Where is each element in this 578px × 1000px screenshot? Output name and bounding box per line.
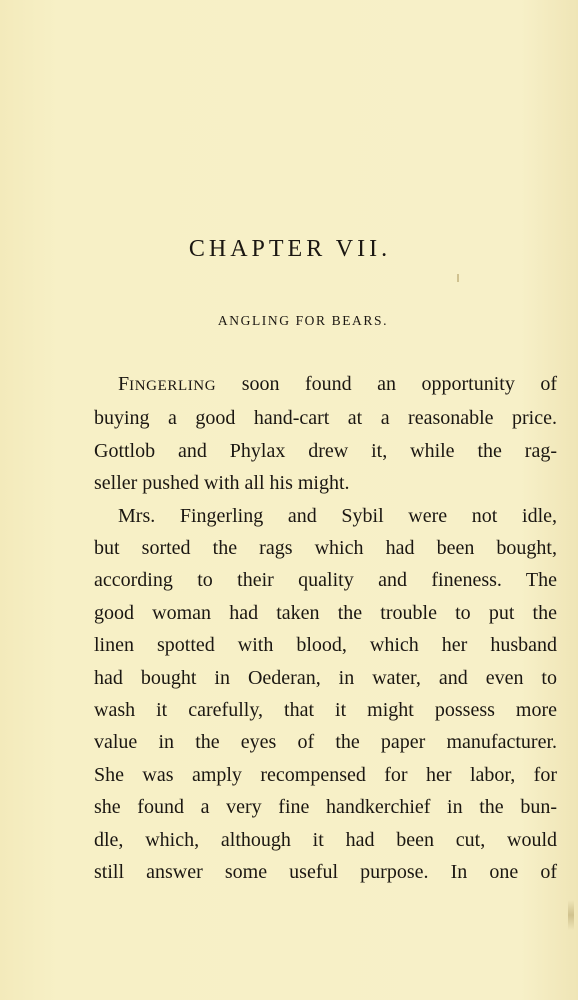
text-line xyxy=(94,368,557,402)
text-line: Mrs. Fingerling and Sybil were not idle, xyxy=(118,504,557,527)
text-line: still answer some useful purpose. In one of xyxy=(94,861,557,884)
small-caps-word: INGERLING xyxy=(129,378,217,394)
print-speck xyxy=(457,274,459,282)
chapter-title: CHAPTER VII. xyxy=(188,236,392,262)
text-line: value in the eyes of the paper manufacturer. xyxy=(94,731,557,754)
page-edge-mark xyxy=(568,900,574,930)
text-line: linen spotted with blood, which her husband xyxy=(94,634,557,657)
text-line: dle, which, although it had been cut, would xyxy=(94,828,557,851)
text-line: good woman had taken the trouble to put the xyxy=(94,601,557,624)
text-line-content: soon found an opportunity of xyxy=(216,373,557,395)
body-text xyxy=(94,368,557,889)
text-line: She was amply recompensed for her labor, for xyxy=(94,763,557,786)
text-line: she found a very fine handkerchief in the bun- xyxy=(94,796,557,819)
small-caps-initial: F xyxy=(118,373,130,395)
text-line: had bought in Oederan, in water, and even to xyxy=(94,666,557,689)
chapter-subtitle: ANGLING FOR BEARS. xyxy=(217,313,389,328)
text-line: but sorted the rags which had been bought, xyxy=(94,537,557,560)
text-line: wash it carefully, that it might possess more xyxy=(94,699,557,722)
text-line: buying a good hand-cart at a reasonable price. xyxy=(94,407,557,430)
text-line: Gottlob and Phylax drew it, while the rag- xyxy=(94,439,557,462)
text-line: seller pushed with all his might. xyxy=(94,472,350,495)
text-line: according to their quality and fineness. The xyxy=(94,569,557,592)
